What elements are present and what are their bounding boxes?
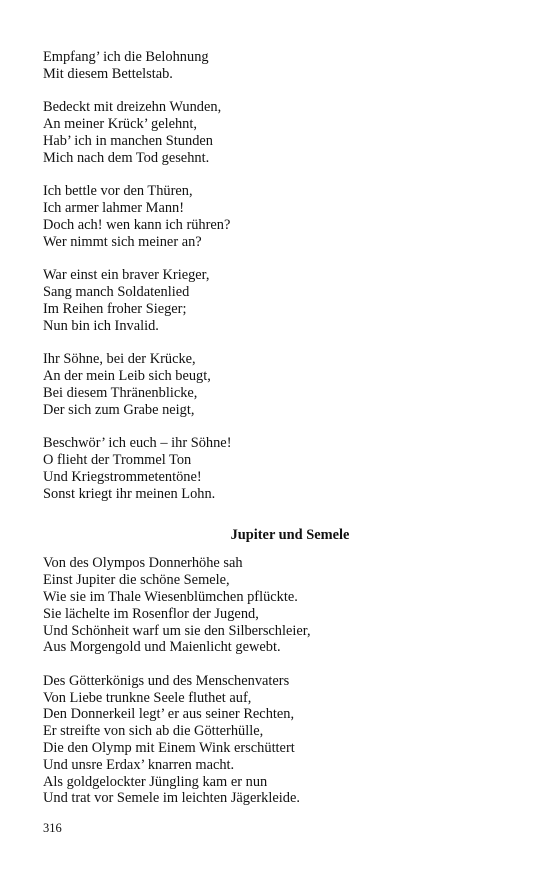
verse-line: Ich bettle vor den Thüren, xyxy=(43,183,193,200)
page-number: 316 xyxy=(43,821,62,835)
verse-line: War einst ein braver Krieger, xyxy=(43,267,210,284)
verse-line: Und trat vor Semele im leichten Jägerkleide. xyxy=(43,790,300,807)
verse-line: Ich armer lahmer Mann! xyxy=(43,200,185,217)
poem-jupiter-und-semele xyxy=(43,555,513,807)
stanza xyxy=(43,99,513,166)
verse-line: Hab’ ich in manchen Stunden xyxy=(43,132,213,149)
stanza xyxy=(43,673,513,807)
verse-line: Wer nimmt sich meiner an? xyxy=(43,233,202,250)
verse-line: Des Götterkönigs und des Menschenvaters xyxy=(43,672,290,689)
verse-line: Aus Morgengold und Maienlicht gewebt. xyxy=(43,639,281,656)
stanza xyxy=(43,435,513,502)
verse-line: Bei diesem Thränenblicke, xyxy=(43,384,198,401)
poem-invalid-ending xyxy=(43,49,513,503)
stanza xyxy=(43,49,513,83)
verse-line: Mich nach dem Tod gesehnt. xyxy=(43,149,210,166)
verse-line: Die den Olymp mit Einem Wink erschüttert xyxy=(43,740,295,757)
verse-line: Der sich zum Grabe neigt, xyxy=(43,401,195,418)
verse-line: Sie lächelte im Rosenflor der Jugend, xyxy=(43,605,259,622)
verse-line: Wie sie im Thale Wiesenblümchen pflückte. xyxy=(43,588,298,605)
stanza xyxy=(43,183,513,250)
stanza xyxy=(43,351,513,418)
verse-line: Im Reihen froher Sieger; xyxy=(43,300,187,317)
verse-line: An der mein Leib sich beugt, xyxy=(43,368,211,385)
page-content xyxy=(43,49,513,824)
verse-line: Nun bin ich Invalid. xyxy=(43,317,159,334)
verse-line: Den Donnerkeil legt’ er aus seiner Rechten, xyxy=(43,706,295,723)
verse-line: Mit diesem Bettelstab. xyxy=(43,65,173,82)
verse-line: O flieht der Trommel Ton xyxy=(43,452,192,469)
verse-line: Von Liebe trunkne Seele fluthet auf, xyxy=(43,689,252,706)
poem-title: Jupiter und Semele xyxy=(230,526,350,543)
verse-line: Und unsre Erdax’ knarren macht. xyxy=(43,756,235,773)
verse-line: Ihr Söhne, bei der Krücke, xyxy=(43,351,196,368)
verse-line: Von des Olympos Donnerhöhe sah xyxy=(43,555,243,572)
verse-line: Bedeckt mit dreizehn Wunden, xyxy=(43,99,222,116)
verse-line: An meiner Krück’ gelehnt, xyxy=(43,116,197,133)
stanza xyxy=(43,555,513,656)
verse-line: Und Kriegstrommetentöne! xyxy=(43,468,202,485)
verse-line: Doch ach! wen kann ich rühren? xyxy=(43,216,231,233)
stanza xyxy=(43,267,513,334)
verse-line: Sonst kriegt ihr meinen Lohn. xyxy=(43,485,216,502)
verse-line: Als goldgelockter Jüngling kam er nun xyxy=(43,773,268,790)
verse-line: Er streifte von sich ab die Götterhülle, xyxy=(43,723,264,740)
verse-line: Einst Jupiter die schöne Semele, xyxy=(43,572,230,589)
verse-line: Sang manch Soldatenlied xyxy=(43,284,190,301)
verse-line: Beschwör’ ich euch – ihr Söhne! xyxy=(43,435,232,452)
verse-line: Und Schönheit warf um sie den Silberschleier, xyxy=(43,622,311,639)
verse-line: Empfang’ ich die Belohnung xyxy=(43,49,209,65)
